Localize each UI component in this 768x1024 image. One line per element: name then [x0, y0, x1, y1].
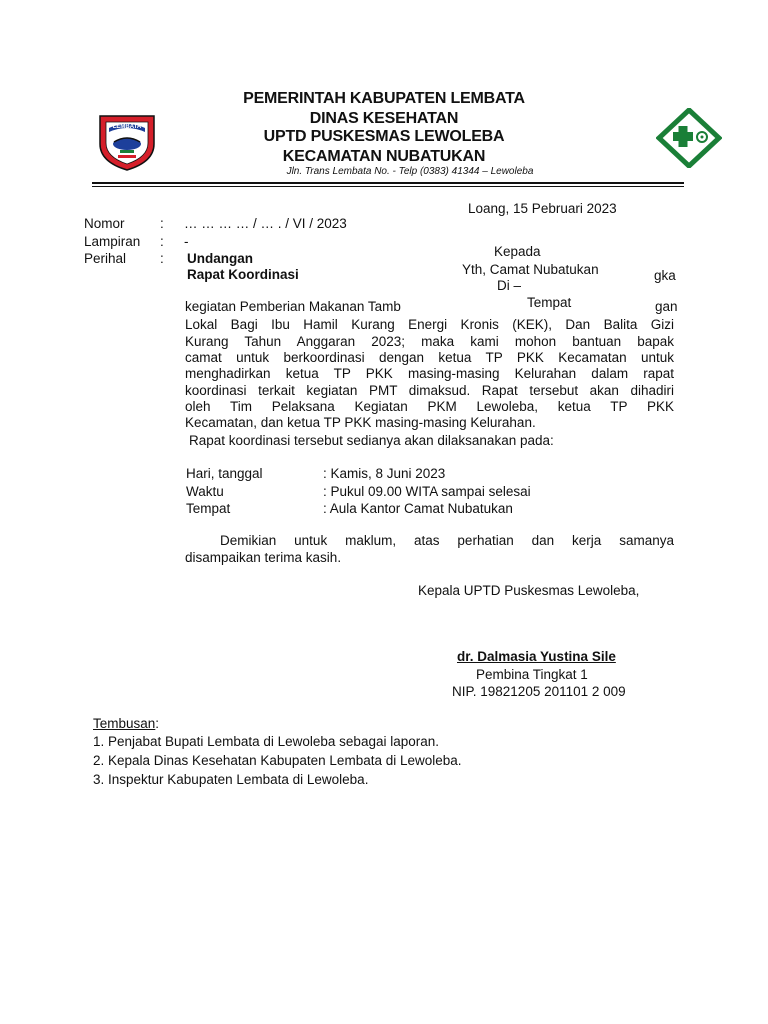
body-line: camat untuk berkoordinasi dengan ketua TP PKK Kecamatan untuk — [185, 350, 674, 365]
lampiran-label: Lampiran — [84, 234, 141, 249]
schedule-value-time: : Pukul 09.00 WITA sampai selesai — [323, 484, 531, 499]
logo-text: LEMBATA — [112, 124, 142, 130]
schedule-value-date: : Kamis, 8 Juni 2023 — [323, 466, 446, 481]
cc-item: 3. Inspektur Kabupaten Lembata di Lewoleba. — [93, 772, 369, 787]
letterhead-district: KECAMATAN NUBATUKAN — [282, 148, 486, 165]
signature-rank: Pembina Tingkat 1 — [476, 667, 588, 682]
schedule-label-place: Tempat — [186, 501, 231, 516]
signature-name: dr. Dalmasia Yustina Sile — [457, 649, 616, 664]
nomor-colon: : — [160, 216, 164, 231]
body-line: oleh Tim Pelaksana Kegiatan PKM Lewoleba, ketua TP PKK — [185, 399, 674, 414]
body-overlap-tail-1: gka — [654, 268, 676, 283]
body-line: menghadirkan ketua TP PKK masing-masing Kelurahan dalam rapat — [185, 366, 674, 381]
perihal-value-2: Rapat Koordinasi — [187, 267, 299, 282]
cc-heading-wrap — [93, 716, 159, 732]
schedule-value-place: : Aula Kantor Camat Nubatukan — [323, 501, 513, 516]
letterhead-divider-thin — [92, 186, 684, 187]
letterhead-divider — [92, 182, 684, 184]
closing-line-1: Demikian untuk maklum, atas perhatian dan kerja samanya — [220, 533, 674, 548]
perihal-colon: : — [160, 251, 164, 266]
cc-item: 1. Penjabat Bupati Lembata di Lewoleba sebagai laporan. — [93, 734, 440, 749]
letterhead-address: Jln. Trans Lembata No. - Telp (0383) 41344 – Lewoleba — [286, 166, 534, 177]
schedule-label-date: Hari, tanggal — [186, 466, 263, 481]
lampiran-colon: : — [160, 234, 164, 249]
recipient-di: Di – — [497, 278, 522, 293]
signature-nip: NIP. 19821205 201101 2 009 — [452, 684, 626, 699]
recipient-name: Yth, Camat Nubatukan — [462, 262, 599, 277]
schedule-label-time: Waktu — [186, 484, 224, 499]
perihal-label: Perihal — [84, 251, 127, 266]
schedule-intro: Rapat koordinasi tersebut sedianya akan dilaksanakan pada: — [189, 433, 554, 448]
cc-heading-colon: : — [155, 716, 160, 731]
body-line: Lokal Bagi Ibu Hamil Kurang Energi Kronis (KEK), Dan Balita Gizi — [185, 317, 674, 332]
letterhead-unit: UPTD PUSKESMAS LEWOLEBA — [263, 128, 505, 145]
nomor-label: Nomor — [84, 216, 125, 231]
recipient-kepada: Kepada — [494, 244, 541, 259]
lampiran-value: - — [184, 234, 189, 249]
cc-item: 2. Kepala Dinas Kesehatan Kabupaten Lembata di Lewoleba. — [93, 753, 462, 768]
closing-line-2: disampaikan terima kasih. — [185, 550, 342, 565]
letterhead-department: DINAS KESEHATAN — [309, 110, 459, 127]
letterhead-government: PEMERINTAH KABUPATEN LEMBATA — [243, 90, 525, 107]
nomor-value: … … … … / … . / VI / 2023 — [184, 216, 347, 231]
body-line: Kurang Tahun Anggaran 2023; maka kami mohon bantuan bapak — [185, 334, 674, 349]
recipient-tempat: Tempat — [527, 295, 572, 310]
body-line: koordinasi terkait kegiatan PMT dimaksud. Rapat tersebut akan dihadiri — [185, 383, 674, 398]
body-overlap-tail-2: gan — [655, 299, 678, 314]
perihal-value-1: Undangan — [187, 251, 253, 266]
body-line: Kecamatan, dan ketua TP PKK masing-masing Kelurahan. — [185, 415, 536, 430]
signature-title: Kepala UPTD Puskesmas Lewoleba, — [418, 583, 640, 598]
body-line: kegiatan Pemberian Makanan Tamb — [185, 299, 401, 314]
cc-heading: Tembusan — [93, 716, 156, 731]
letter-date: Loang, 15 Pebruari 2023 — [468, 201, 617, 216]
